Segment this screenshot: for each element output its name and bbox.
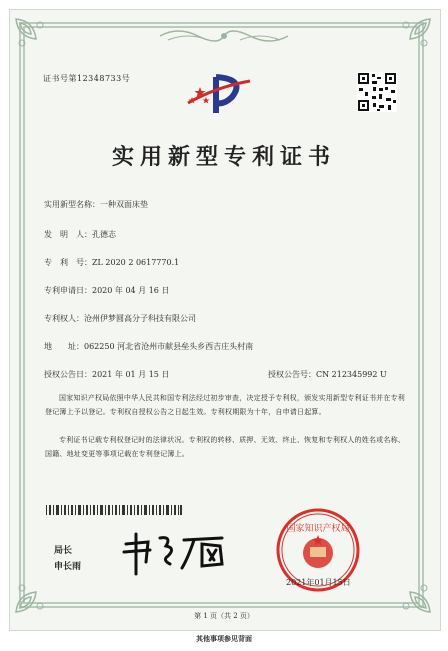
field-value: 062250 河北省沧州市献县垒头乡西吉庄头村南 bbox=[84, 342, 254, 351]
director-name: 申长雨 bbox=[54, 562, 82, 572]
body-paragraph: 专利证书记载专利权登记时的法律状况。专利权的转移、质押、无效、终止、恢复和专利权人的姓名或名称、国籍、地址变更等事项记载在专利登记簿上。 bbox=[45, 436, 405, 458]
corner-ornament-icon bbox=[392, 574, 432, 614]
field-value: 沧州伊梦圆高分子科技有限公司 bbox=[84, 314, 196, 323]
field-label: 实用新型名称： bbox=[44, 200, 100, 209]
field-value: 2021 年 01 月 15 日 bbox=[92, 370, 170, 379]
field-patentee bbox=[44, 313, 196, 324]
patent-office-logo-icon bbox=[186, 73, 252, 121]
field-inventor bbox=[44, 229, 116, 240]
field-label: 授权公告号： bbox=[268, 370, 316, 379]
qr-code-icon bbox=[357, 72, 397, 118]
signature-icon bbox=[118, 530, 230, 576]
field-label: 地 址： bbox=[44, 342, 84, 351]
field-utility-model-name bbox=[44, 199, 148, 210]
top-ornament-icon bbox=[158, 26, 290, 46]
field-grant-date bbox=[44, 369, 169, 380]
field-label: 授权公告日： bbox=[44, 370, 92, 379]
field-value: 一种双面床垫 bbox=[100, 200, 148, 209]
footer-note: 其他事项参见背面 bbox=[196, 634, 252, 643]
field-announcement-number bbox=[268, 369, 387, 380]
field-value: 2020 年 04 月 16 日 bbox=[92, 286, 170, 295]
corner-ornament-icon bbox=[14, 574, 54, 614]
field-value: 孔德志 bbox=[92, 230, 116, 239]
body-paragraph: 国家知识产权局依照中华人民共和国专利法经过初步审查，决定授予专利权，颁发实用新型专利证书并在专利登记簿上予以登记。专利权自授权公告之日起生效。专利权期限为十年，自申请日起算。 bbox=[45, 394, 405, 416]
seal-date: 2021年01月15日 bbox=[286, 578, 351, 587]
field-label: 专利权人： bbox=[44, 314, 84, 323]
field-label: 专利申请日： bbox=[44, 286, 92, 295]
field-value: ZL 2020 2 0617770.1 bbox=[92, 258, 180, 267]
corner-ornament-icon bbox=[392, 17, 432, 57]
field-value: CN 212345992 U bbox=[316, 370, 387, 379]
certificate-number: 证书号第12348733号 bbox=[43, 74, 131, 83]
page-number: 第 1 页（共 2 页） bbox=[194, 612, 254, 620]
seal-text: 国家知识产权局 bbox=[286, 524, 350, 534]
field-label: 专 利 号： bbox=[44, 258, 92, 267]
page-title: 实用新型专利证书 bbox=[111, 144, 336, 170]
field-address bbox=[44, 341, 253, 352]
field-patent-number bbox=[44, 257, 179, 268]
corner-ornament-icon bbox=[14, 17, 54, 57]
director-title: 局长 bbox=[54, 546, 73, 556]
barcode-icon bbox=[46, 505, 182, 515]
field-application-date bbox=[44, 285, 169, 296]
field-label: 发 明 人： bbox=[44, 230, 92, 239]
